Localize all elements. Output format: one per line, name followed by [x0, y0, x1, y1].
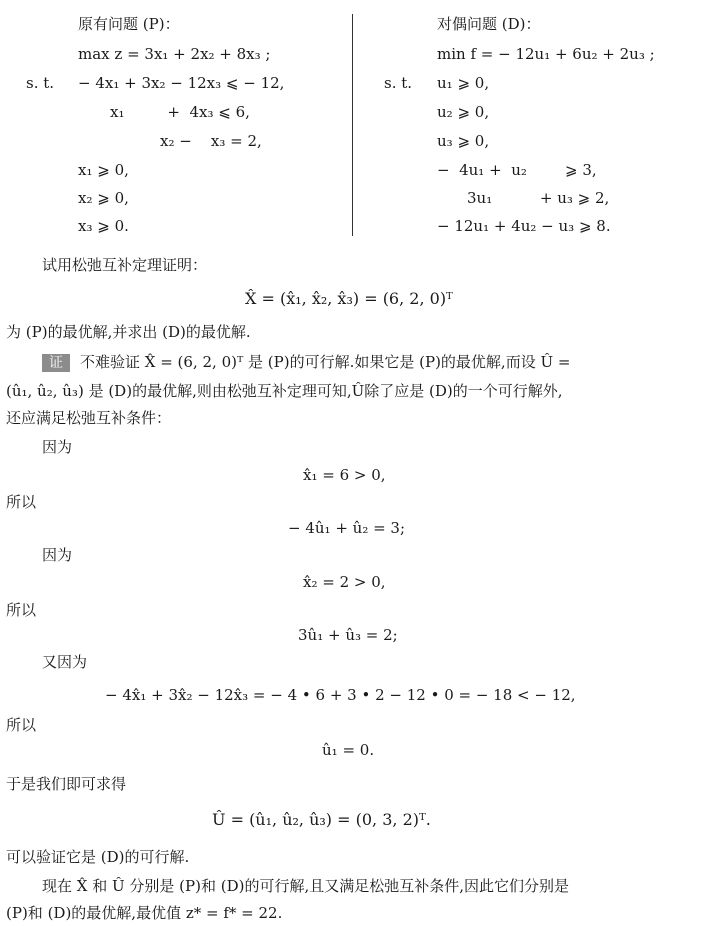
because-2: 因为	[42, 546, 73, 564]
dual-title: 对偶问题 (D)：	[437, 15, 541, 33]
primal-nonneg-2: x₂ ⩾ 0,	[78, 189, 129, 207]
primal-constraint-3: x₂ − x₃ = 2,	[160, 132, 262, 150]
primal-title: 原有问题 (P)：	[78, 15, 180, 33]
equation-4: 3û₁ + û₃ = 2;	[298, 626, 398, 644]
equation-5: − 4x̂₁ + 3x̂₂ − 12x̂₃ = − 4 • 6 + 3 • 2 − 12 • 0 = − 18 < − 12,	[105, 686, 576, 704]
because-3: 又因为	[42, 653, 88, 671]
dual-objective: min f = − 12u₁ + 6u₂ + 2u₃ ;	[437, 45, 655, 63]
primal-nonneg-1: x₁ ⩾ 0,	[78, 161, 129, 179]
primal-constraint-2: x₁ + 4x₃ ⩽ 6,	[110, 103, 250, 121]
dual-nonneg-2: u₂ ⩾ 0,	[437, 103, 490, 121]
primal-objective: max z = 3x₁ + 2x₂ + 8x₃ ;	[78, 45, 271, 63]
proof-tag: 证	[42, 354, 70, 372]
because-1: 因为	[42, 438, 73, 456]
proof-paragraph-line-1	[42, 352, 570, 372]
dual-constraint-2: 3u₁ + u₃ ⩾ 2,	[467, 189, 610, 207]
dual-constraint-1: − 4u₁ + u₂ ⩾ 3,	[437, 161, 597, 179]
dual-constraint-3: − 12u₁ + 4u₂ − u₃ ⩾ 8.	[437, 217, 611, 235]
equation-1: x̂₁ = 6 > 0,	[303, 466, 386, 484]
so-3: 所以	[6, 716, 37, 734]
proof-text-2: (û₁, û₂, û₃) 是 (D)的最优解,则由松弛互补定理可知,Û除了应是 (D)的一个可行解外,	[6, 382, 563, 400]
column-divider	[352, 14, 353, 236]
dual-nonneg-1: u₁ ⩾ 0,	[437, 74, 490, 92]
equation-u-hat: Û = (û₁, û₂, û₃) = (0, 3, 2)ᵀ.	[212, 810, 431, 829]
primal-st-label: s. t.	[26, 74, 55, 92]
prompt-text-2: 为 (P)的最优解,并求出 (D)的最优解.	[6, 323, 251, 341]
verify-text: 可以验证它是 (D)的可行解.	[6, 848, 190, 866]
so-2: 所以	[6, 601, 37, 619]
equation-6: û₁ = 0.	[322, 741, 375, 759]
primal-nonneg-3: x₃ ⩾ 0.	[78, 217, 129, 235]
equation-3: x̂₂ = 2 > 0,	[303, 573, 386, 591]
result-intro: 于是我们即可求得	[6, 775, 127, 793]
conclusion-text-2: (P)和 (D)的最优解,最优值 z* = f* = 22.	[6, 904, 283, 922]
primal-constraint-1: − 4x₁ + 3x₂ − 12x₃ ⩽ − 12,	[78, 74, 285, 92]
prompt-text: 试用松弛互补定理证明：	[42, 256, 208, 274]
equation-2: − 4û₁ + û₂ = 3;	[288, 519, 406, 537]
so-1: 所以	[6, 493, 37, 511]
proof-text-3: 还应满足松弛互补条件：	[6, 409, 172, 427]
dual-nonneg-3: u₃ ⩾ 0,	[437, 132, 490, 150]
equation-x-hat: X̂ = (x̂₁, x̂₂, x̂₃) = (6, 2, 0)ᵀ	[245, 289, 453, 308]
dual-st-label: s. t.	[384, 74, 413, 92]
conclusion-text-1: 现在 X̂ 和 Û 分别是 (P)和 (D)的可行解,且又满足松弛互补条件,因此它们分别是	[42, 877, 569, 895]
proof-text-1: 不难验证 X̂ = (6, 2, 0)ᵀ 是 (P)的可行解.如果它是 (P)的最优解,而设 Û =	[80, 353, 571, 371]
